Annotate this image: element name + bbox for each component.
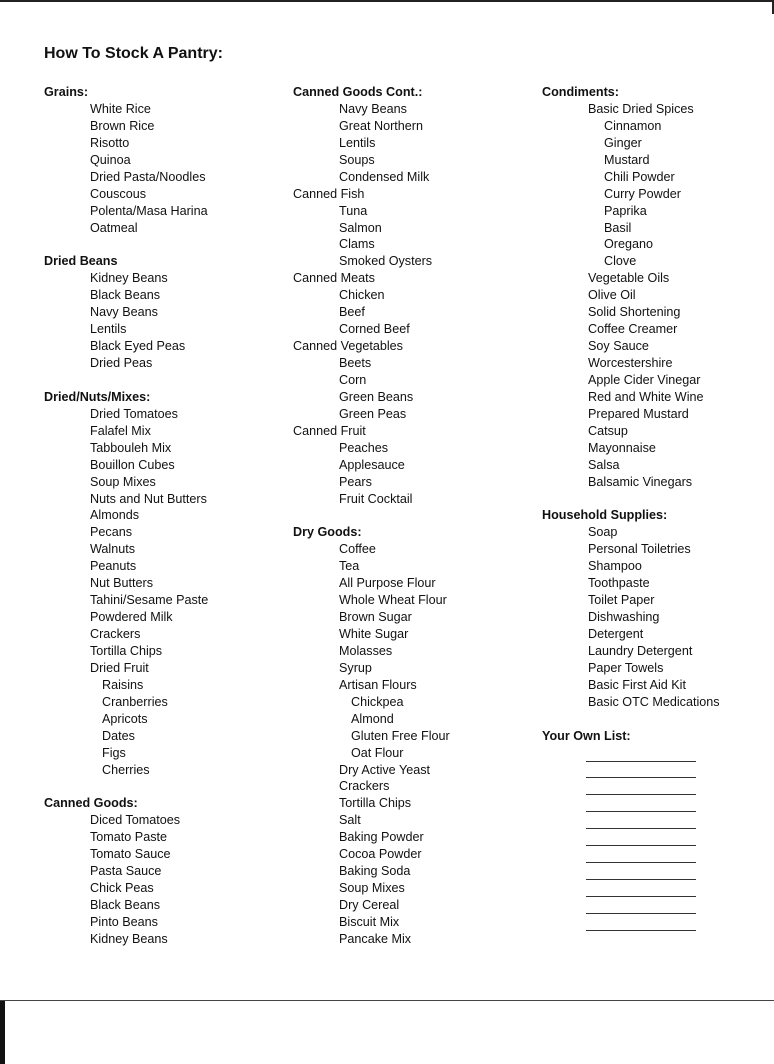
list-item: Tuna xyxy=(339,203,368,218)
list-item: Molasses xyxy=(339,643,393,658)
blank-write-in-line xyxy=(586,914,696,931)
list-item: Crackers xyxy=(90,627,141,641)
list-item: Clams xyxy=(339,237,375,252)
subsection-heading: Canned Vegetables xyxy=(293,339,403,354)
list-item: Baking Soda xyxy=(339,864,411,879)
list-item: Figs xyxy=(102,745,126,760)
list-item: Chick Peas xyxy=(90,881,154,896)
list-item: Salsa xyxy=(588,457,620,472)
list-item: Risotto xyxy=(90,135,130,150)
list-item: Biscuit Mix xyxy=(339,914,400,929)
list-item: Cinnamon xyxy=(604,118,662,133)
list-item: Kidney Beans xyxy=(90,271,168,286)
list-item: Applesauce xyxy=(339,457,405,472)
list-item: Dry Cereal xyxy=(339,898,400,912)
list-item: Curry Powder xyxy=(604,186,681,201)
list-item: Basic First Aid Kit xyxy=(588,677,686,692)
list-item: Brown Rice xyxy=(90,118,155,133)
list-item: Dry Active Yeast xyxy=(339,762,431,777)
section-heading: Canned Goods Cont.: xyxy=(293,85,423,99)
list-item: Salt xyxy=(339,813,361,828)
list-item: Basic Dried Spices xyxy=(588,101,694,116)
blank-write-in-line xyxy=(586,745,696,762)
subsection-heading: Canned Fruit xyxy=(293,423,366,438)
list-item: Tomato Paste xyxy=(90,830,168,845)
blank-write-in-line xyxy=(586,778,696,795)
list-item: Tortilla Chips xyxy=(339,796,412,811)
list-item: Falafel Mix xyxy=(90,423,151,438)
list-item: Vegetable Oils xyxy=(588,271,670,286)
blank-write-in-line xyxy=(586,846,696,863)
list-item: Soy Sauce xyxy=(588,339,649,354)
list-item: Basic OTC Medications xyxy=(588,694,720,709)
spacer xyxy=(293,507,523,524)
list-item: Soup Mixes xyxy=(339,881,405,896)
spacer xyxy=(542,711,767,728)
list-item: Condensed Milk xyxy=(339,169,430,184)
list-item: Walnuts xyxy=(90,542,136,557)
list-item: Tortilla Chips xyxy=(90,643,163,658)
page-title: How To Stock A Pantry: xyxy=(44,45,223,62)
section-heading: Canned Goods: xyxy=(44,796,138,811)
blank-write-in-line xyxy=(586,762,696,779)
list-item: Navy Beans xyxy=(90,305,158,320)
spacer xyxy=(44,236,274,253)
list-item: Fruit Cocktail xyxy=(339,491,413,506)
list-item: Prepared Mustard xyxy=(588,406,689,421)
spacer xyxy=(44,372,274,389)
list-item: Dried Tomatoes xyxy=(90,406,178,421)
subsection-heading: Canned Fish xyxy=(293,186,365,201)
list-item: All Purpose Flour xyxy=(339,576,436,591)
list-item: Artisan Flours xyxy=(339,677,417,692)
scan-edge-bar xyxy=(0,1001,5,1064)
blank-write-in-line xyxy=(586,795,696,812)
list-item: Mustard xyxy=(604,152,650,167)
list-item: Great Northern xyxy=(339,118,423,133)
list-item: Apricots xyxy=(102,711,148,726)
list-item: Catsup xyxy=(588,423,628,438)
list-item: Nuts and Nut Butters xyxy=(90,491,207,506)
list-item: Whole Wheat Flour xyxy=(339,593,447,608)
section-heading: Grains: xyxy=(44,85,89,99)
list-item: Pecans xyxy=(90,525,133,540)
spacer xyxy=(44,778,274,795)
list-item: Clove xyxy=(604,254,637,269)
section-heading: Dried/Nuts/Mixes: xyxy=(44,389,151,404)
list-item: Shampoo xyxy=(588,559,642,574)
section-heading: Condiments: xyxy=(542,85,619,99)
list-item: Polenta/Masa Harina xyxy=(90,203,208,218)
section-heading: Dried Beans xyxy=(44,254,118,269)
list-item: Lentils xyxy=(90,322,127,337)
bottom-border-rule xyxy=(0,1000,774,1001)
section-heading: Dry Goods: xyxy=(293,525,362,540)
list-item: Tahini/Sesame Paste xyxy=(90,593,209,608)
list-item: Chili Powder xyxy=(604,169,675,184)
list-item: Black Eyed Peas xyxy=(90,339,186,354)
list-item: Basil xyxy=(604,220,632,235)
blank-write-in-line xyxy=(586,812,696,829)
list-item: Black Beans xyxy=(90,898,161,912)
list-item: Navy Beans xyxy=(339,101,407,116)
spacer xyxy=(542,491,767,508)
blank-write-in-line xyxy=(586,897,696,914)
list-item: White Sugar xyxy=(339,627,409,641)
list-item: Solid Shortening xyxy=(588,305,681,320)
list-item: Peanuts xyxy=(90,559,137,574)
list-item: Soup Mixes xyxy=(90,474,156,489)
list-item: Coffee Creamer xyxy=(588,322,678,337)
list-item: Gluten Free Flour xyxy=(351,728,450,743)
list-item: Raisins xyxy=(102,677,144,692)
list-item: Crackers xyxy=(339,779,390,794)
list-item: Laundry Detergent xyxy=(588,643,693,658)
list-item: Paper Towels xyxy=(588,660,664,675)
list-item: Oat Flour xyxy=(351,745,404,760)
list-item: Worcestershire xyxy=(588,356,673,370)
top-border-rule xyxy=(0,0,774,2)
list-item: Oatmeal xyxy=(90,220,138,235)
list-item: Black Beans xyxy=(90,288,161,303)
section-heading: Household Supplies: xyxy=(542,508,668,523)
list-item: Dried Pasta/Noodles xyxy=(90,169,206,184)
list-item: Cocoa Powder xyxy=(339,847,422,862)
list-item: Detergent xyxy=(588,627,644,641)
list-item: Pinto Beans xyxy=(90,914,158,929)
list-item: Nut Butters xyxy=(90,576,153,591)
list-item: Balsamic Vinegars xyxy=(588,474,693,489)
blank-write-in-line xyxy=(586,880,696,897)
list-item: Syrup xyxy=(339,660,372,675)
column-middle xyxy=(293,84,523,948)
list-item: Brown Sugar xyxy=(339,610,412,625)
list-item: Tomato Sauce xyxy=(90,847,171,862)
column-left xyxy=(44,84,274,948)
list-item: Couscous xyxy=(90,186,147,201)
list-item: Beets xyxy=(339,356,372,370)
list-item: Pasta Sauce xyxy=(90,864,162,879)
list-item: Mayonnaise xyxy=(588,440,656,455)
list-item: Chicken xyxy=(339,288,385,303)
list-item: Tabbouleh Mix xyxy=(90,440,172,455)
list-item: Olive Oil xyxy=(588,288,636,303)
list-item: Toothpaste xyxy=(588,576,650,591)
list-item: Cherries xyxy=(102,762,150,777)
list-item: Apple Cider Vinegar xyxy=(588,372,701,387)
list-item: Smoked Oysters xyxy=(339,254,433,269)
list-item: Soups xyxy=(339,152,375,167)
list-item: Diced Tomatoes xyxy=(90,813,181,828)
list-item: Dried Fruit xyxy=(90,660,149,675)
list-item: Red and White Wine xyxy=(588,389,704,404)
list-item: Corn xyxy=(339,372,367,387)
list-item: Dates xyxy=(102,728,135,743)
list-item: Oregano xyxy=(604,237,654,252)
list-item: Powdered Milk xyxy=(90,610,173,625)
list-item: Tea xyxy=(339,559,360,574)
list-item: Green Beans xyxy=(339,389,414,404)
list-item: Salmon xyxy=(339,220,382,235)
list-item: Dried Peas xyxy=(90,356,153,370)
list-item: Soap xyxy=(588,525,618,540)
list-item: Corned Beef xyxy=(339,322,410,337)
list-item: Baking Powder xyxy=(339,830,424,845)
list-item: Personal Toiletries xyxy=(588,542,691,557)
list-item: Ginger xyxy=(604,135,642,150)
blank-write-in-line xyxy=(586,863,696,880)
list-item: Dishwashing xyxy=(588,610,660,625)
list-item: Pears xyxy=(339,474,372,489)
list-item: Green Peas xyxy=(339,406,407,421)
blank-write-in-line xyxy=(586,829,696,846)
list-item: Kidney Beans xyxy=(90,931,168,946)
column-right xyxy=(542,84,767,931)
list-item: Cranberries xyxy=(102,694,168,709)
list-item: Lentils xyxy=(339,135,376,150)
subsection-heading: Canned Meats xyxy=(293,271,375,286)
list-item: White Rice xyxy=(90,101,151,116)
list-item: Beef xyxy=(339,305,365,320)
list-item: Almond xyxy=(351,711,394,726)
list-item: Chickpea xyxy=(351,694,404,709)
list-item: Peaches xyxy=(339,440,389,455)
section-heading: Your Own List: xyxy=(542,728,631,743)
list-item: Coffee xyxy=(339,542,376,557)
list-item: Quinoa xyxy=(90,152,131,167)
list-item: Almonds xyxy=(90,508,139,523)
list-item: Toilet Paper xyxy=(588,593,655,608)
list-item: Bouillon Cubes xyxy=(90,457,175,472)
list-item: Pancake Mix xyxy=(339,931,412,946)
list-item: Paprika xyxy=(604,203,647,218)
